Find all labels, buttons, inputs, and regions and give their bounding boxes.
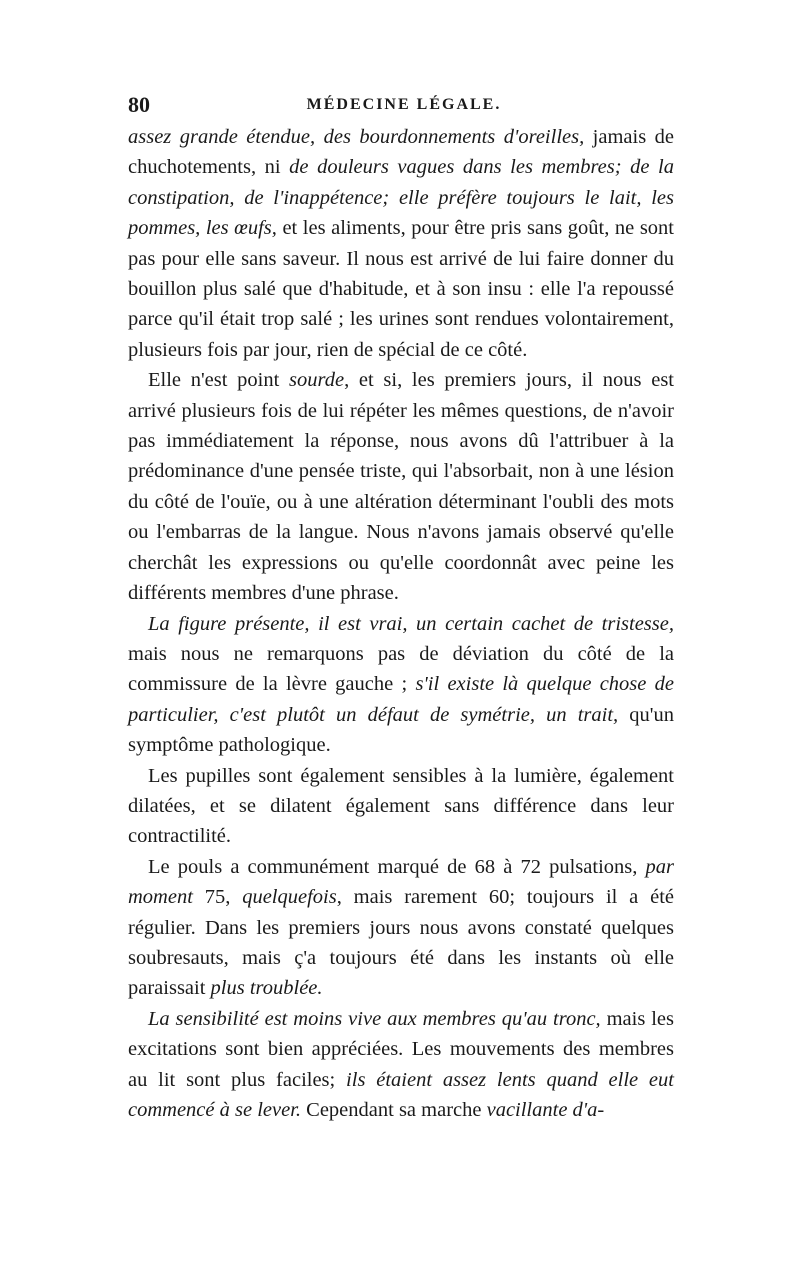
paragraph xyxy=(128,1004,674,1126)
italic-text-segment: ils étaient assez lents quand elle eut commencé à se lever. xyxy=(128,1068,674,1121)
paragraph xyxy=(128,122,674,365)
text-segment: qu'un symptôme pathologique. xyxy=(128,703,674,757)
paragraph xyxy=(128,609,674,761)
italic-text-segment: s'il existe là quelque chose de particulier, c'est plutôt un défaut de symétrie, un trait, xyxy=(128,673,674,726)
text-segment: Le pouls a communément marqué de 68 à 72 pulsations, xyxy=(148,855,646,878)
text-segment: et les aliments, pour être pris sans goût, ne sont pas pour elle sans saveur. Il nous est arrivé de lui faire donner du bouillon plus salé que d'habitude, et à son insu : elle l'a repoussé parce qu'il était trop salé ; les urines sont rendues volontairement, plusieurs fois par jour, rien de spécial de ce côté. xyxy=(128,217,674,361)
italic-text-segment: par moment xyxy=(128,855,674,909)
body-text xyxy=(128,122,674,1125)
italic-text-segment: plus troublée. xyxy=(210,977,323,1000)
text-segment: Elle n'est point xyxy=(148,369,290,392)
running-title: MÉDECINE LÉGALE. xyxy=(306,96,502,113)
italic-text-segment: assez grande étendue, des bourdonnements d'oreilles, xyxy=(128,126,585,148)
italic-text-segment: La sensibilité est moins vive aux membres qu'au tronc, xyxy=(148,1007,601,1030)
text-segment: , mais rarement 60; toujours il a été régulier. Dans les premiers jours nous avons constaté quelques soubresauts, mais ç'a toujours été dans les instants où elle paraissait xyxy=(128,886,674,1000)
text-segment: mais les excitations sont bien appréciées. Les mouvements des membres au lit sont plus faciles; xyxy=(128,1007,674,1091)
text-segment: Les pupilles sont également sensibles à la lumière, également dilatées, et se dilatent également sans différence dans leur contractilité. xyxy=(128,764,674,848)
italic-text-segment: La figure présente, il est vrai, un certain cachet de tristesse, xyxy=(148,612,674,635)
paragraph xyxy=(128,365,674,608)
text-segment: , et si, les premiers jours, il nous est arrivé plusieurs fois de lui répéter les mêmes questions, de n'avoir pas immédiatement la réponse, nous avons dû l'attribuer à la prédominance d'une pensée triste, qui l'absorbait, non à une lésion du côté de l'ouïe, ou à une altération déterminant l'oubli des mots ou l'embarras de la langue. Nous n'avons jamais observé qu'elle cherchât les expressions ou qu'elle coordonnât avec peine les différents membres d'une phrase. xyxy=(128,369,674,605)
text-segment: mais nous ne remarquons pas de déviation du côté de la commissure de la lèvre gauche ; xyxy=(128,642,674,696)
paragraph xyxy=(128,852,674,1004)
paragraph xyxy=(128,761,674,852)
italic-text-segment: sourde xyxy=(289,369,345,392)
text-segment: Cependant sa marche xyxy=(301,1099,487,1121)
italic-text-segment: de douleurs vagues dans les membres; de la constipation, de l'inappétence; elle préfère toujours le lait, les pommes, les œufs, xyxy=(128,156,674,240)
italic-text-segment: quelquefois xyxy=(242,886,337,909)
text-segment: 75, xyxy=(192,886,243,909)
running-head xyxy=(128,92,680,124)
italic-text-segment: vacillante d'a- xyxy=(486,1099,605,1121)
page-number: 80 xyxy=(128,92,150,117)
text-segment: jamais de chuchotements, ni xyxy=(128,126,674,179)
